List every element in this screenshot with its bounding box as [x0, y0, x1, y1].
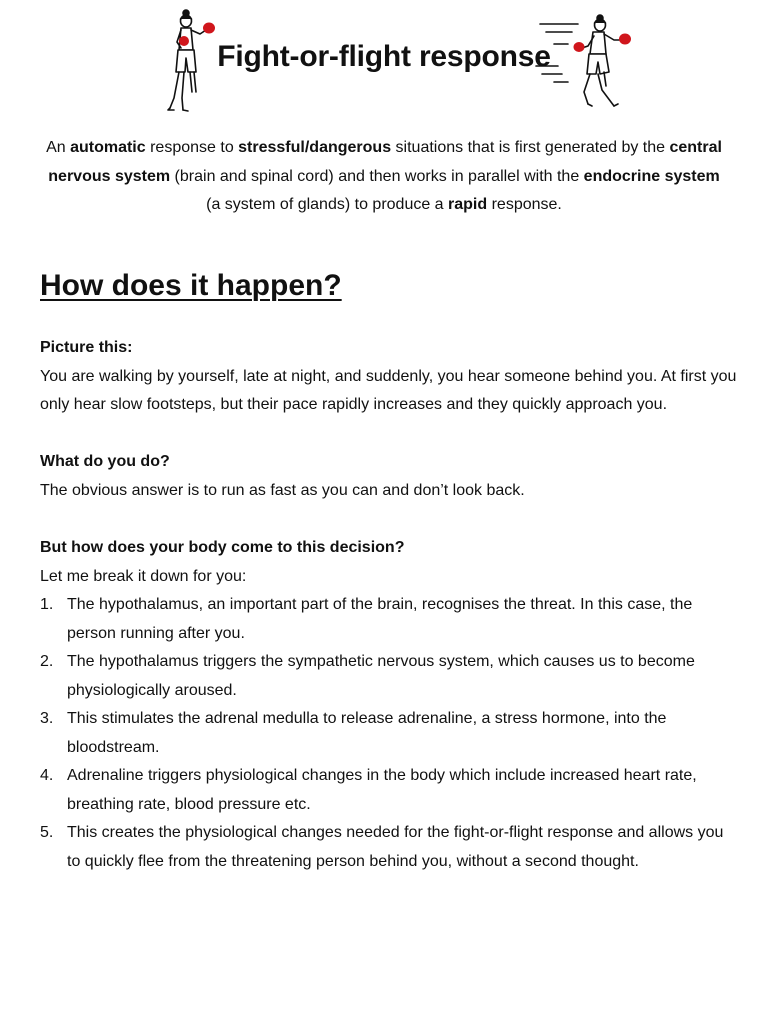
intro-text: response.: [487, 196, 562, 213]
picture-this-block: [40, 334, 740, 420]
steps-list: [40, 591, 740, 876]
what-do-you-do-label: What do you do?: [40, 453, 170, 470]
list-item-number: 1.: [40, 596, 54, 613]
intro-text: response to: [145, 139, 239, 156]
intro-text: situations that is first generated by the: [391, 139, 670, 156]
list-item-text: This creates the physiological changes needed for the fight-or-flight response and allows you to quickly flee from the threatening person behind you, without a second thought.: [67, 824, 724, 870]
intro-emphasis: rapid: [448, 196, 488, 213]
list-item-number: 3.: [40, 710, 54, 727]
intro-emphasis: central nervous system: [48, 139, 722, 185]
section-heading: How does it happen?: [40, 269, 342, 302]
intro-emphasis: stressful/dangerous: [238, 139, 392, 156]
list-item: [40, 762, 740, 819]
list-item-text: This stimulates the adrenal medulla to release adrenaline, a stress hormone, into the bloodstream.: [67, 710, 667, 756]
list-item-text: The hypothalamus, an important part of the brain, recognises the threat. In this case, the person running after you.: [67, 596, 693, 642]
body-decision-label: But how does your body come to this decision?: [40, 539, 405, 556]
list-item-number: 4.: [40, 767, 54, 784]
list-item: [40, 591, 740, 648]
body-decision-block: [40, 534, 740, 876]
page-title: Fight-or-flight response: [217, 40, 551, 73]
intro-emphasis: endocrine system: [583, 167, 720, 185]
intro-text: An: [46, 139, 71, 156]
list-item: [40, 819, 740, 876]
picture-this-text: You are walking by yourself, late at night, and suddenly, you hear someone behind you. At first you only hear slow footsteps, but their pace rapidly increases and they quickly approach you.: [40, 367, 737, 413]
picture-this-label: Picture this:: [40, 339, 133, 356]
intro-text: (brain and spinal cord) and then works in parallel with the: [170, 167, 584, 185]
what-do-you-do-text: The obvious answer is to run as fast as you can and don’t look back.: [40, 481, 525, 499]
list-item-number: 2.: [40, 653, 54, 670]
list-item-number: 5.: [40, 824, 54, 841]
list-item: [40, 705, 740, 762]
intro-paragraph: [40, 134, 728, 220]
list-item: [40, 648, 740, 705]
intro-text: (a system of glands) to produce a: [206, 196, 449, 213]
what-do-you-do-block: [40, 448, 740, 505]
intro-emphasis: automatic: [70, 139, 146, 156]
title-header: [0, 0, 768, 120]
list-item-text: Adrenaline triggers physiological changes in the body which include increased heart rate, breathing rate, blood pressure etc.: [67, 767, 697, 813]
list-item-text: The hypothalamus triggers the sympathetic nervous system, which causes us to become physiologically aroused.: [67, 653, 695, 699]
body-decision-lead: Let me break it down for you:: [40, 567, 247, 585]
